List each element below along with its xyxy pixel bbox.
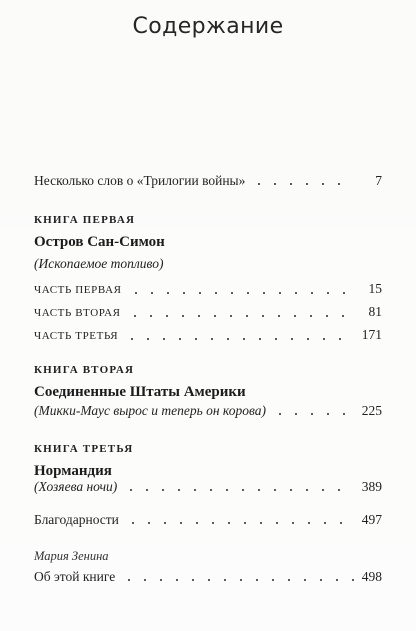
toc-page-number: 225 bbox=[361, 403, 382, 418]
toc-page-number: 81 bbox=[368, 304, 382, 319]
toc-entry-book3[interactable] bbox=[34, 478, 382, 496]
book-title: Соединенные Штаты Америки bbox=[34, 384, 246, 400]
dot-leader bbox=[125, 521, 354, 525]
dot-leader bbox=[121, 578, 354, 582]
toc-page-number: 389 bbox=[361, 479, 382, 494]
toc-entry-label: Благодарности bbox=[34, 512, 119, 527]
toc-entry-label: (Хозяева ночи) bbox=[34, 479, 118, 494]
toc-entry-part-3[interactable] bbox=[34, 326, 382, 345]
dot-leader bbox=[251, 182, 354, 186]
afterword-author: Мария Зенина bbox=[34, 549, 109, 563]
toc-entry-acknowledgements[interactable] bbox=[34, 511, 382, 529]
toc-entry-label: ЧАСТЬ ВТОРАЯ bbox=[34, 307, 121, 319]
dot-leader bbox=[127, 314, 354, 318]
book-label: КНИГА ТРЕТЬЯ bbox=[34, 443, 134, 455]
toc-entry-label: (Микки-Маус вырос и теперь он корова) bbox=[34, 403, 266, 418]
book-label: КНИГА ПЕРВАЯ bbox=[34, 214, 136, 226]
toc-entry-label: Несколько слов о «Трилогии войны» bbox=[34, 173, 246, 188]
toc-page-number: 497 bbox=[361, 512, 382, 527]
book-title: Нормандия bbox=[34, 463, 112, 479]
toc-entry-afterword[interactable] bbox=[34, 568, 382, 586]
book1-heading bbox=[34, 212, 382, 273]
book-title: Остров Сан-Симон bbox=[34, 234, 165, 250]
toc-entry-part-2[interactable] bbox=[34, 303, 382, 322]
toc-page-number: 7 bbox=[375, 173, 382, 188]
toc-entry-part-1[interactable] bbox=[34, 280, 382, 299]
book2-heading bbox=[34, 362, 382, 402]
toc-entry-label: ЧАСТЬ ПЕРВАЯ bbox=[34, 284, 122, 296]
toc-page-number: 498 bbox=[361, 569, 382, 584]
toc-page-number: 15 bbox=[368, 281, 382, 296]
book3-heading bbox=[34, 441, 382, 481]
dot-leader bbox=[272, 412, 354, 416]
book-label: КНИГА ВТОРАЯ bbox=[34, 364, 135, 376]
toc-page-number: 171 bbox=[361, 327, 382, 342]
toc-entry-book2[interactable] bbox=[34, 402, 382, 420]
toc-entry-label: ЧАСТЬ ТРЕТЬЯ bbox=[34, 330, 119, 342]
dot-leader bbox=[128, 291, 354, 295]
book-subtitle: (Ископаемое топливо) bbox=[34, 256, 164, 271]
toc-entry-label: Об этой книге bbox=[34, 569, 116, 584]
dot-leader bbox=[124, 337, 354, 341]
toc-entry-foreword[interactable] bbox=[34, 172, 382, 190]
dot-leader bbox=[123, 488, 354, 492]
page-title: Содержание bbox=[132, 14, 284, 39]
